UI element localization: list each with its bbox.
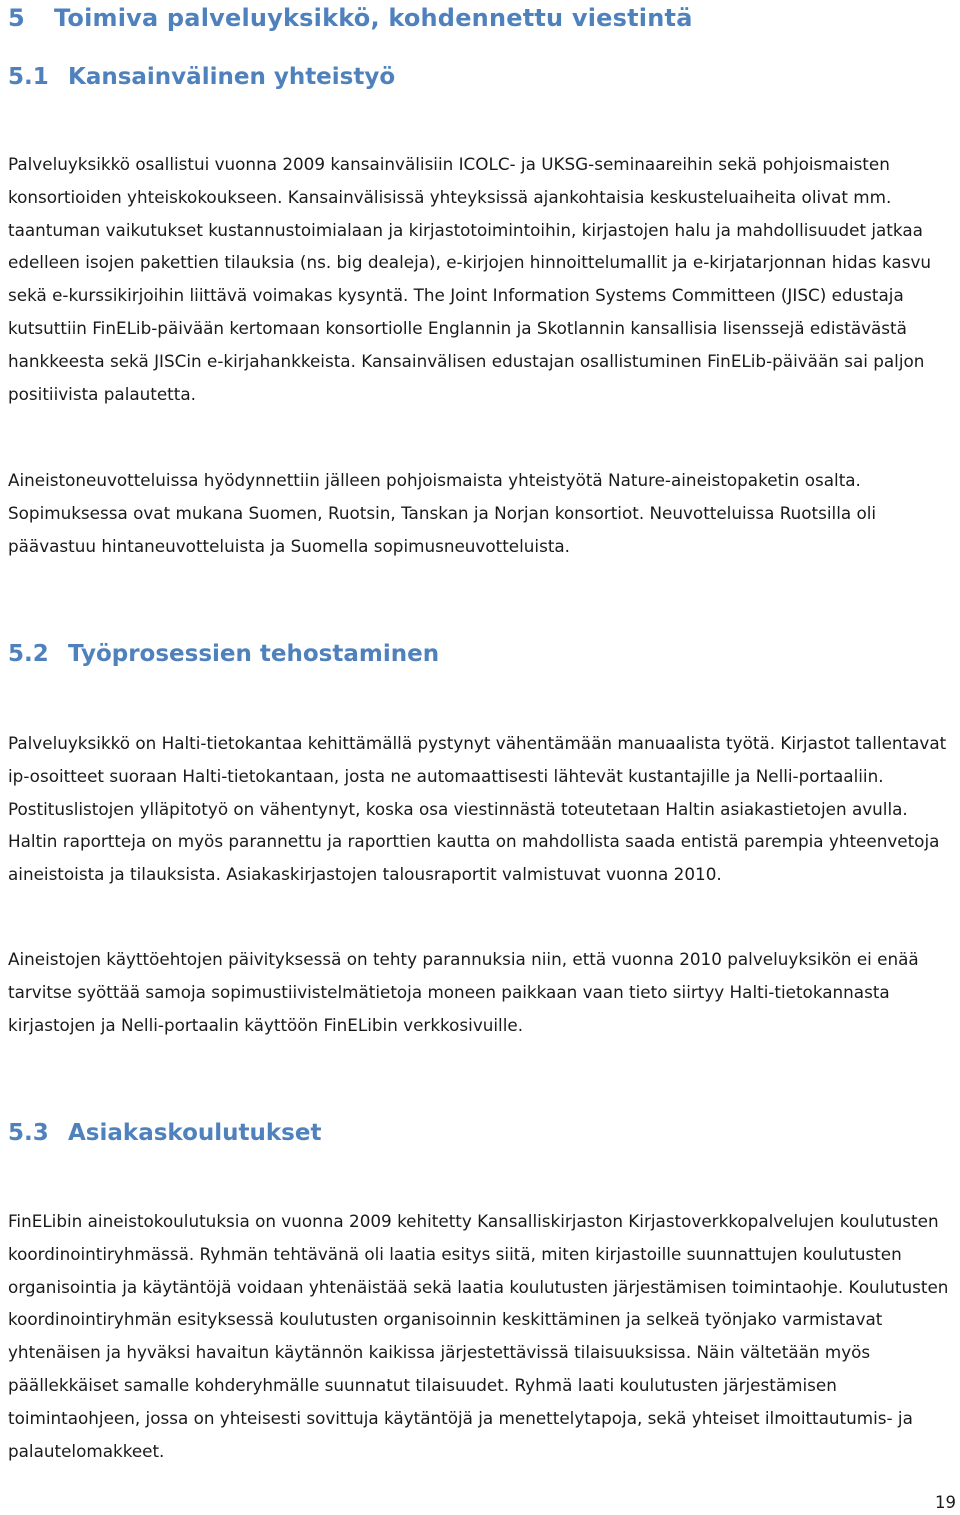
section-number: 5.3 [8,1120,49,1146]
chapter-heading [8,2,693,34]
section-number: 5.1 [8,64,49,90]
paragraph: Aineistojen käyttöehtojen päivityksessä on tehty parannuksia niin, että vuonna 2010 palveluyksikön ei enää tarvitse syöttää samoja sopimustiivistelmätietoja moneen paikkaan vaan tieto siirtyy Halti-tietokannasta kirjastojen ja Nelli-portaalin käyttöön FinELibin verkkosivuille. [8,949,919,1035]
section-heading-5-1 [8,61,395,93]
section-heading-5-3 [8,1117,321,1149]
chapter-number: 5 [8,4,25,32]
chapter-title: Toimiva palveluyksikkö, kohdennettu viestintä [54,4,693,32]
paragraph: Aineistoneuvotteluissa hyödynnettiin jälleen pohjoismaista yhteistyötä Nature-aineistopaketin osalta. Sopimuksessa ovat mukana Suomen, Ruotsin, Tanskan ja Norjan konsortiot. Neuvotteluissa Ruotsilla oli päävastuu hintaneuvotteluista ja Suomella sopimusneuvotteluista. [8,470,877,556]
section-number: 5.2 [8,641,49,667]
section-heading-5-2 [8,638,439,670]
section-title: Kansainvälinen yhteistyö [68,64,396,90]
paragraph: Palveluyksikkö on Halti-tietokantaa kehittämällä pystynyt vähentämään manuaalista työtä. Kirjastot tallentavat ip-osoitteet suoraan Halti-tietokantaan, josta ne automaattisesti lähtevät kustantajille ja Nelli-portaaliin. Postituslistojen ylläpitotyö on vähentynyt, koska osa viestinnästä toteutetaan Haltin asiakastietojen avulla. Haltin raportteja on myös parannettu ja raporttien kautta on mahdollista saada entistä parempia yhteenvetoja aineistoista ja tilauksista. Asiakaskirjastojen talousraportit valmistuvat vuonna 2010. [8,733,947,885]
page-number: 19 [935,1493,956,1512]
paragraph: FinELibin aineistokoulutuksia on vuonna 2009 kehitetty Kansalliskirjaston Kirjastoverkkopalvelujen koulutusten koordinointiryhmässä. Ryhmän tehtävänä oli laatia esitys siitä, miten kirjastoille suunnattujen koulutusten organisointia ja käytäntöjä voidaan yhtenäistää sekä laatia koulutusten järjestämisen toimintaohje. Koulutusten koordinointiryhmän esityksessä koulutusten organisoinnin keskittäminen ja selkeä työnjako varmistavat yhtenäisen ja hyväksi havaitun käytännön kaikissa järjestettävissä tilaisuuksissa. Näin vältetään myös päällekkäiset samalle kohderyhmälle suunnatut tilaisuudet. Ryhmä laati koulutusten järjestämisen toimintaohjeen, jossa on yhteisesti sovittuja käytäntöjä ja menettelytapoja, sekä yhteiset ilmoittautumis- ja palautelomakkeet. [8,1211,949,1461]
section-title: Asiakaskoulutukset [68,1120,322,1146]
paragraph: Palveluyksikkö osallistui vuonna 2009 kansainvälisiin ICOLC- ja UKSG-seminaareihin sekä pohjoismaisten konsortioiden yhteiskokoukseen. Kansainvälisissä yhteyksissä ajankohtaisia keskusteluaiheita olivat mm. taantuman vaikutukset kustannustoimialaan ja kirjastotoimintoihin, kirjastojen halu ja mahdollisuudet jatkaa edelleen isojen pakettien tilauksia (ns. big dealeja), e-kirjojen hinnoittelumallit ja e-kirjatarjonnan hidas kasvu sekä e-kurssikirjoihin liittävä voimakas kysyntä. The Joint Information Systems Committeen (JISC) edustaja kutsuttiin FinELib-päivään kertomaan konsortiolle Englannin ja Skotlannin kansallisia lisenssejä edistävästä hankkeesta sekä JISCin e-kirjahankkeista. Kansainvälisen edustajan osallistuminen FinELib-päivään sai paljon positiivista palautetta. [8,154,932,404]
section-title: Työprosessien tehostaminen [68,641,440,667]
